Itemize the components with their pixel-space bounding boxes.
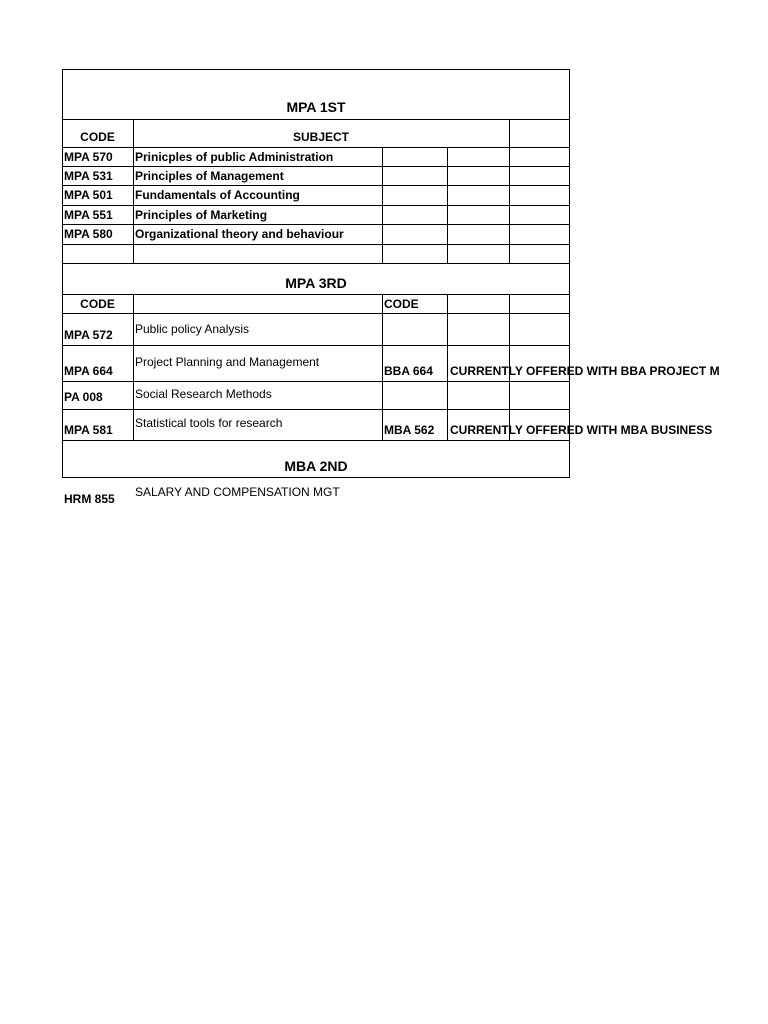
section-title-mpa3: MPA 3RD (285, 275, 347, 291)
course-subject: Principles of Management (135, 169, 284, 183)
section-title-mpa1: MPA 1ST (286, 99, 346, 115)
course-subject: Project Planning and Management (135, 355, 320, 369)
equivalent-code: BBA 664 (384, 364, 433, 378)
course-code: MPA 572 (64, 328, 113, 342)
course-code: MPA 581 (64, 423, 113, 437)
course-code: MPA 531 (64, 169, 113, 183)
column-header-subject: SUBJECT (292, 130, 349, 144)
offering-note: CURRENTLY OFFERED WITH BBA PROJECT M (450, 364, 720, 378)
section-title-mba2: MBA 2ND (284, 458, 348, 474)
course-subject: Organizational theory and behaviour (135, 227, 344, 241)
course-subject: Public policy Analysis (135, 322, 250, 336)
course-subject: Prinicples of public Administration (135, 150, 334, 164)
course-code: MPA 551 (64, 208, 113, 222)
course-subject: Social Research Methods (135, 387, 272, 401)
course-code: PA 008 (64, 390, 103, 404)
column-header-code: CODE (80, 130, 115, 144)
course-code: MPA 580 (64, 227, 113, 241)
column-header-code: CODE (80, 297, 115, 311)
course-code: MPA 570 (64, 150, 113, 164)
course-subject: Principles of Marketing (135, 208, 268, 222)
course-subject: Statistical tools for research (135, 416, 283, 430)
course-code: HRM 855 (64, 492, 115, 506)
column-header-code-alt: CODE (384, 297, 419, 311)
course-code: MPA 501 (64, 188, 113, 202)
course-subject: SALARY AND COMPENSATION MGT (135, 485, 340, 499)
equivalent-code: MBA 562 (384, 423, 435, 437)
course-subject: Fundamentals of Accounting (135, 188, 300, 202)
course-code: MPA 664 (64, 364, 113, 378)
offering-note: CURRENTLY OFFERED WITH MBA BUSINESS (450, 423, 713, 437)
